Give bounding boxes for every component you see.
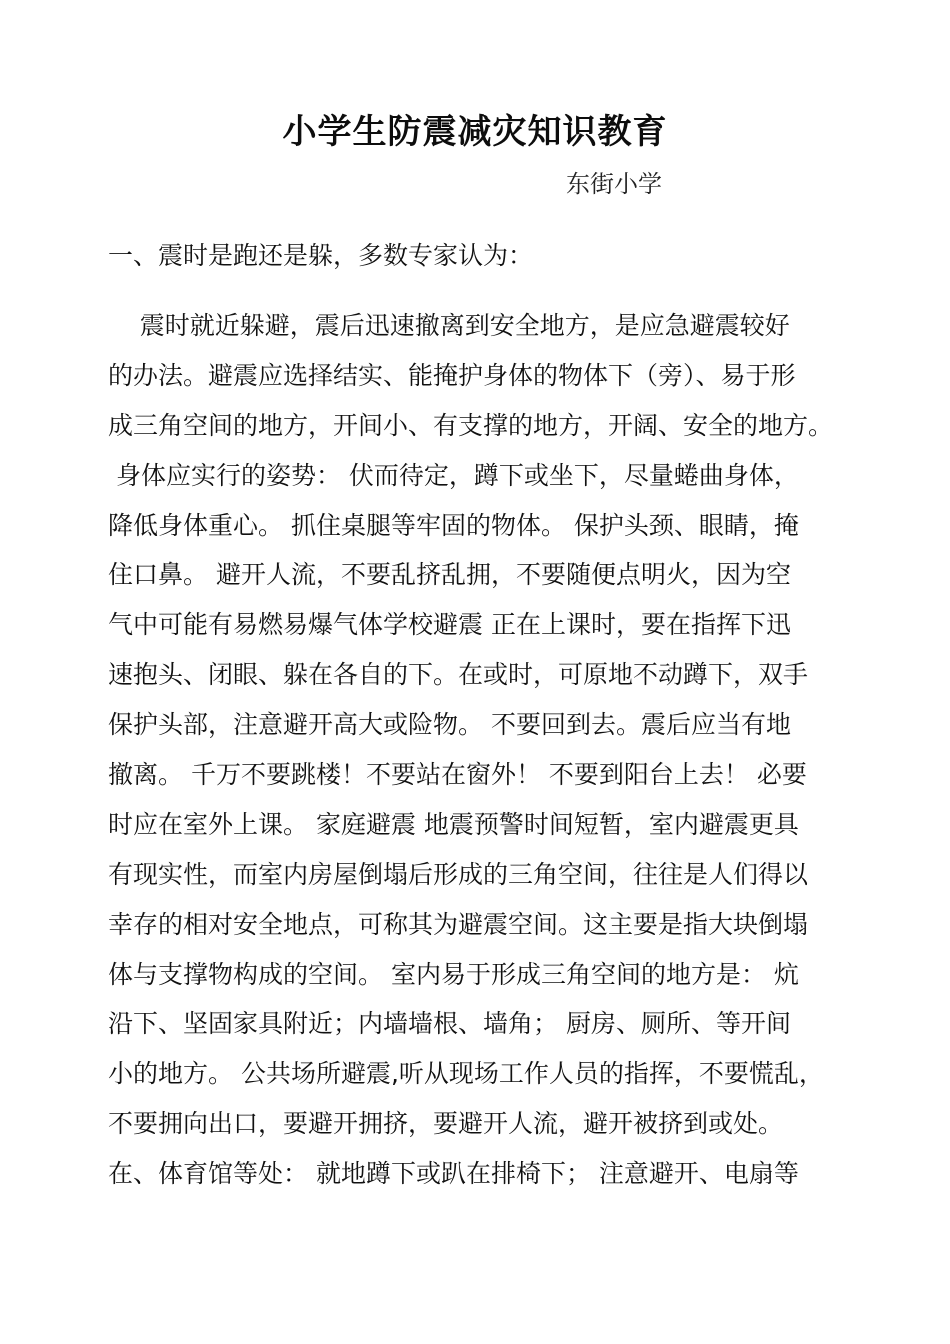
body-paragraph [108, 306, 848, 1204]
paragraph-line: 降低身体重心。 抓住桌腿等牢固的物体。 保护头颈、眼睛，掩 [108, 510, 799, 540]
paragraph-line: 幸存的相对安全地点，可称其为避震空间。这主要是指大块倒塌 [108, 909, 809, 939]
paragraph-line: 保护头部，注意避开高大或险物。 不要回到去。震后应当有地 [108, 710, 791, 740]
paragraph-line: 撤离。 千万不要跳楼！不要站在窗外！ 不要到阳台上去！ 必要 [108, 760, 807, 790]
paragraph-line: 的办法。避震应选择结实、能掩护身体的物体下（旁）、易于形 [108, 360, 796, 390]
paragraph-line: 身体应实行的姿势： 伏而待定，蹲下或坐下，尽量蜷曲身体， [108, 460, 799, 490]
paragraph-line: 有现实性，而室内房屋倒塌后形成的三角空间，往往是人们得以 [108, 859, 809, 889]
paragraph-line: 速抱头、闭眼、躲在各自的下。在或时，可原地不动蹲下，双手 [108, 660, 809, 690]
paragraph-line: 沿下、坚固家具附近；内墙墙根、墙角； 厨房、厕所、等开间 [108, 1009, 791, 1039]
document-title: 小学生防震减灾知识教育 [282, 112, 668, 152]
paragraph-line: 时应在室外上课。 家庭避震 地震预警时间短暂，室内避震更具 [108, 809, 799, 839]
paragraph-line: 体与支撑物构成的空间。 室内易于形成三角空间的地方是： 炕 [108, 959, 799, 989]
paragraph-line: 震时就近躲避，震后迅速撤离到安全地方，是应急避震较好 [108, 311, 790, 340]
paragraph-line: 在、体育馆等处： 就地蹲下或趴在排椅下； 注意避开、电扇等 [108, 1159, 799, 1189]
paragraph-line: 不要拥向出口，要避开拥挤，要避开人流，避开被挤到或处。 [108, 1109, 784, 1139]
paragraph-line: 住口鼻。 避开人流，不要乱挤乱拥，不要随便点明火，因为空 [108, 560, 791, 590]
paragraph-line: 成三角空间的地方，开间小、有支撑的地方，开阔、安全的地方。 [108, 410, 834, 440]
paragraph-line: 小的地方。 公共场所避震,听从现场工作人员的指挥，不要慌乱， [108, 1059, 824, 1089]
section-heading: 一、震时是跑还是躲，多数专家认为： [108, 241, 534, 270]
document-author: 东街小学 [566, 170, 662, 198]
paragraph-line: 气中可能有易燃易爆气体学校避震 正在上课时，要在指挥下迅 [108, 610, 791, 640]
